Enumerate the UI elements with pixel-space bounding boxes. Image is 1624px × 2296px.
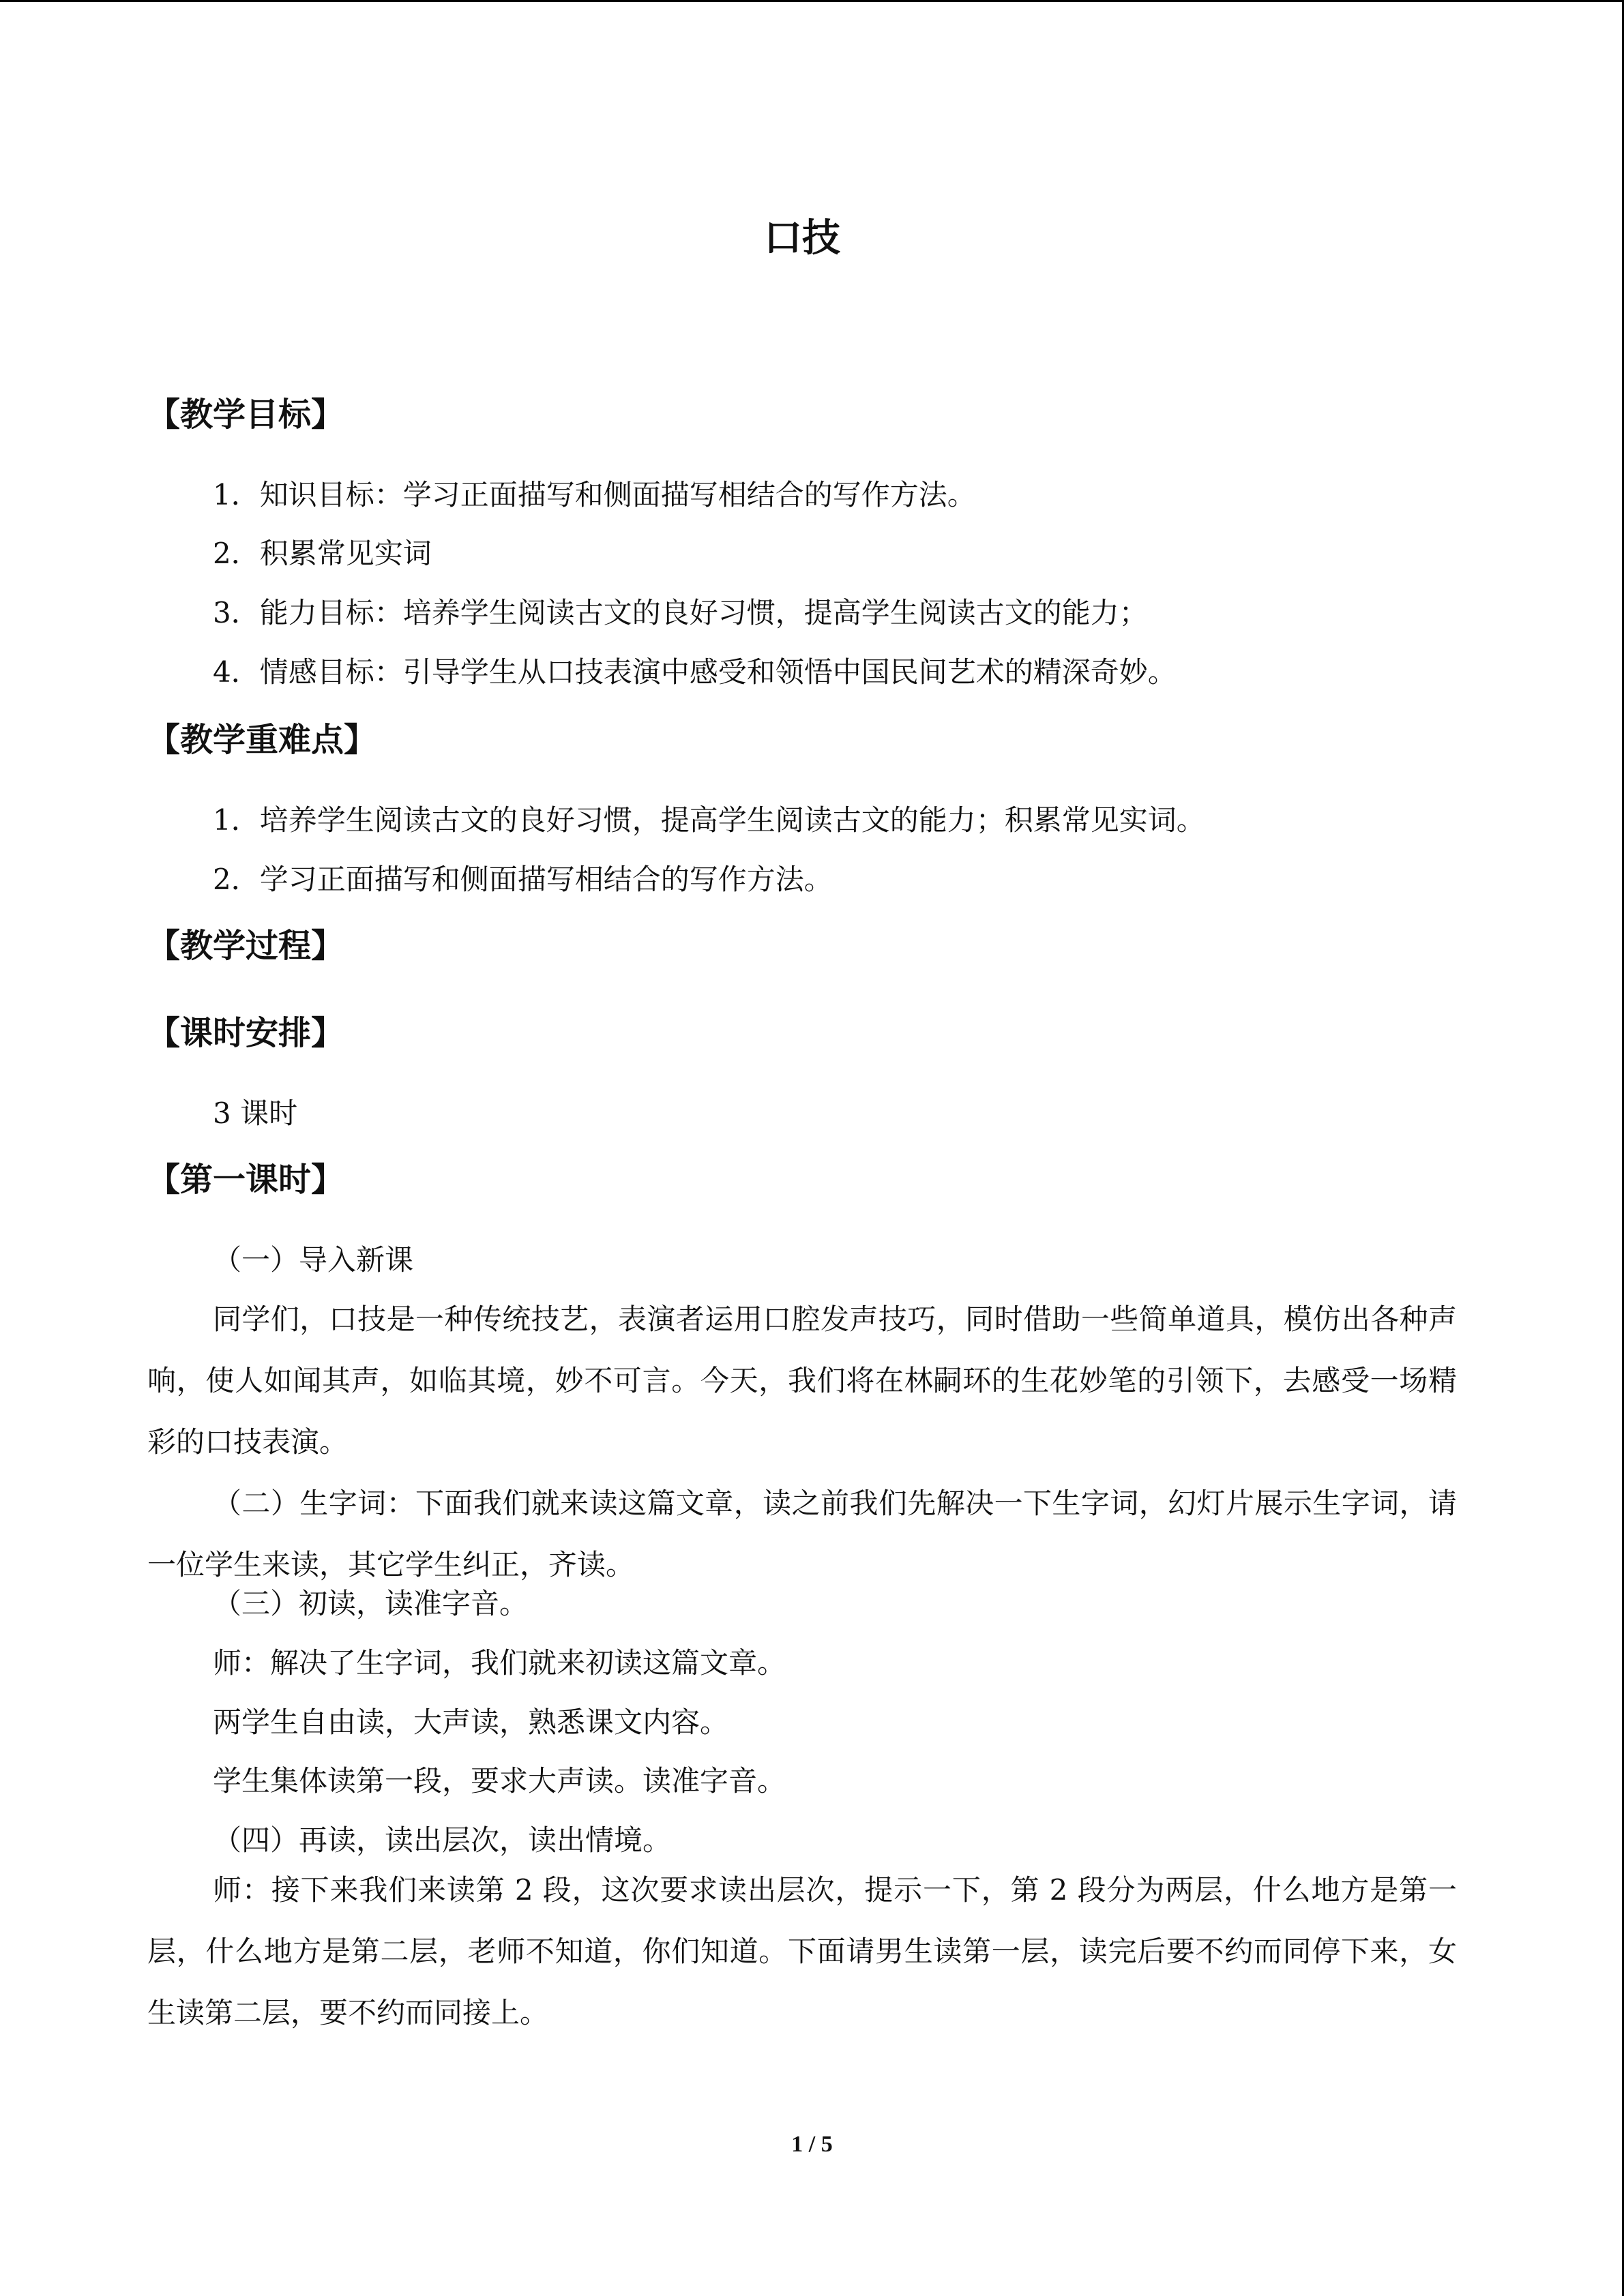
lesson-step-title: （一）导入新课	[213, 1243, 414, 1277]
lesson-paragraph: 同学们，口技是一种传统技艺，表演者运用口腔发声技巧，同时借助一些简单道具，模仿出各种声响，使人如闻其声，如临其境，妙不可言。今天，我们将在林嗣环的生花妙笔的引领下，去感受一场精彩的口技表演。	[147, 1302, 1457, 1459]
schedule-value: 3 课时	[213, 1097, 298, 1130]
lesson-line: 两学生自由读，大声读，熟悉课文内容。	[213, 1705, 729, 1739]
lesson-line: 学生集体读第一段，要求大声读。读准字音。	[213, 1764, 786, 1798]
lesson-step-title: （四）再读，读出层次，读出情境。	[213, 1823, 672, 1857]
lesson-paragraph: （二）生字词：下面我们就来读这篇文章，读之前我们先解决一下生字词，幻灯片展示生字词，请一位学生来读，其它学生纠正，齐读。	[147, 1487, 1457, 1581]
page-number: 1 / 5	[791, 2132, 833, 2157]
objective-item: 2．积累常见实词	[213, 537, 432, 570]
page-title: 口技	[764, 216, 840, 260]
objectives-heading: 【教学目标】	[147, 396, 344, 434]
objective-item: 1．知识目标：学习正面描写和侧面描写相结合的写作方法。	[213, 478, 976, 511]
lesson-step-title: （三）初读，读准字音。	[213, 1587, 529, 1620]
schedule-heading: 【课时安排】	[147, 1014, 344, 1052]
key-point-item: 1．培养学生阅读古文的良好习惯，提高学生阅读古文的能力；积累常见实词。	[213, 803, 1205, 837]
lesson-line: 师：解决了生字词，我们就来初读这篇文章。	[213, 1646, 786, 1680]
objective-item: 3．能力目标：培养学生阅读古文的良好习惯，提高学生阅读古文的能力；	[213, 596, 1148, 629]
process-heading: 【教学过程】	[147, 927, 344, 965]
objective-item: 4．情感目标：引导学生从口技表演中感受和领悟中国民间艺术的精深奇妙。	[213, 655, 1177, 689]
key-points-heading: 【教学重难点】	[147, 721, 377, 759]
key-point-item: 2．学习正面描写和侧面描写相结合的写作方法。	[213, 863, 833, 896]
lesson-paragraph: 师：接下来我们来读第 2 段，这次要求读出层次，提示一下，第 2 段分为两层，什么地方是第一层，什么地方是第二层，老师不知道，你们知道。下面请男生读第一层，读完后要不约而同停下来，女生读第二层，要不约而同接上。	[147, 1873, 1457, 2029]
lesson1-heading: 【第一课时】	[147, 1161, 344, 1199]
